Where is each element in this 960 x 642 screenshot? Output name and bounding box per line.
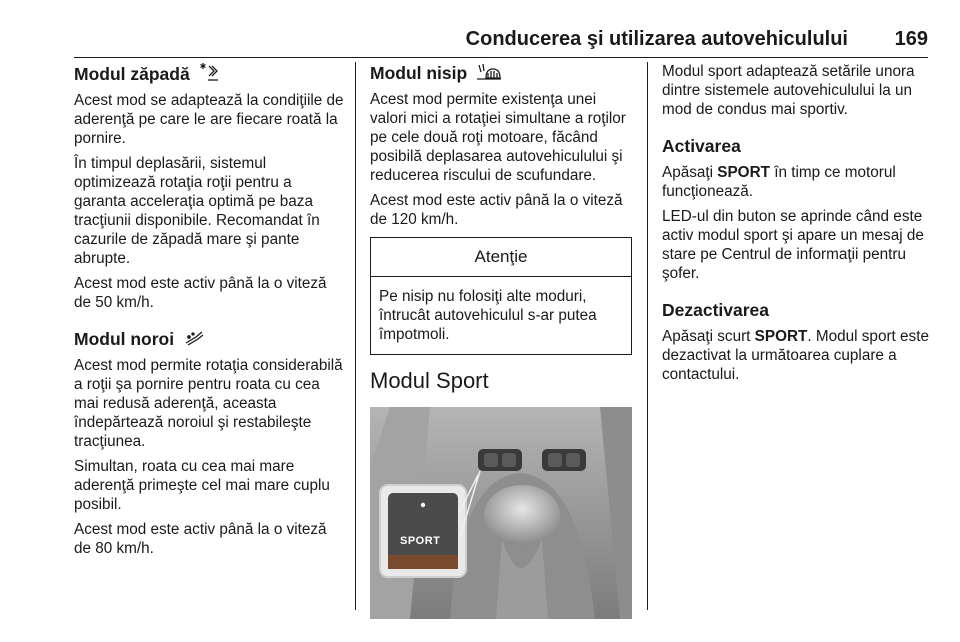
paragraph: Acest mod permite rotaţia considerabilă a roţii şa pornire pentru roata cu cea mai redusă aderenţă, aceasta îndepărtează noroiul şi restabileşte tracţiunea. bbox=[74, 357, 343, 450]
section-heading-mud: Modul noroi bbox=[74, 328, 346, 350]
page-header bbox=[74, 14, 928, 50]
paragraph: LED-ul din buton se aprinde când este activ modul sport şi apare un mesaj de stare pe Centrul de informaţii pentru şofer. bbox=[662, 208, 924, 282]
snowflake-tire-icon bbox=[199, 62, 221, 82]
notice-heading: Atenţie bbox=[371, 238, 631, 277]
caution-notice bbox=[370, 237, 632, 355]
section-heading-sand: Modul nisip bbox=[370, 62, 632, 84]
paragraph: Modul sport adaptează setările unora dintre sistemele autovehiculului la un mod de condus mai sportiv. bbox=[662, 63, 915, 118]
chapter-title: Conducerea şi utilizarea autovehiculului bbox=[465, 28, 848, 50]
paragraph: În timpul deplasării, sistemul optimizează rotaţia roţii pentru a garanta acceleraţia optimă pe baza tracţiunii disponibile. Recomandat în cazurile de zăpadă mare şi pante abrupte. bbox=[74, 155, 320, 267]
paragraph: Acest mod se adaptează la condiţiile de aderenţă pe care le are fiecare roată la pornire. bbox=[74, 92, 344, 147]
sport-button-photo bbox=[370, 407, 632, 619]
paragraph: Simultan, roata cu cea mai mare aderenţă primeşte cel mai mare cuplu posibil. bbox=[74, 458, 330, 513]
sand-tire-icon bbox=[476, 63, 502, 81]
column-divider bbox=[355, 62, 356, 610]
paragraph: Acest mod este activ până la o viteză de 80 km/h. bbox=[74, 521, 327, 557]
mud-tire-icon bbox=[183, 329, 205, 347]
section-heading-deactivation: Dezactivarea bbox=[662, 300, 770, 320]
header-rule bbox=[74, 57, 928, 58]
paragraph: Acest mod permite existenţa unei valori mici a rotaţiei simultane a roţilor pe cele două roţi motoare, făcând posibilă deplasarea autovehiculului şi reducerea riscului de scufundare. bbox=[370, 91, 626, 184]
sport-keyword: SPORT bbox=[717, 164, 770, 181]
column-1 bbox=[74, 62, 346, 564]
paragraph: Acest mod este activ până la o viteză de 50 km/h. bbox=[74, 275, 327, 311]
sport-button-label: SPORT bbox=[400, 535, 441, 547]
section-title-sport: Modul Sport bbox=[370, 368, 489, 393]
page-number: 169 bbox=[894, 28, 928, 50]
sport-keyword: SPORT bbox=[754, 328, 808, 345]
column-3 bbox=[662, 62, 930, 390]
paragraph: Apăsaţi SPORT în timp ce motorul funcţionează. bbox=[662, 164, 896, 200]
paragraph: Acest mod este activ până la o viteză de 120 km/h. bbox=[370, 192, 623, 228]
column-2 bbox=[370, 62, 632, 619]
paragraph: Apăsaţi scurt SPORT. Modul sport este dezactivat la următoarea cuplare a contactului. bbox=[662, 328, 929, 383]
column-divider bbox=[647, 62, 648, 610]
notice-body: Pe nisip nu folosiţi alte moduri, întrucât autovehiculul s-ar putea împotmoli. bbox=[379, 288, 597, 343]
section-heading-snow: Modul zăpadă bbox=[74, 62, 346, 85]
section-heading-activation: Activarea bbox=[662, 136, 741, 156]
